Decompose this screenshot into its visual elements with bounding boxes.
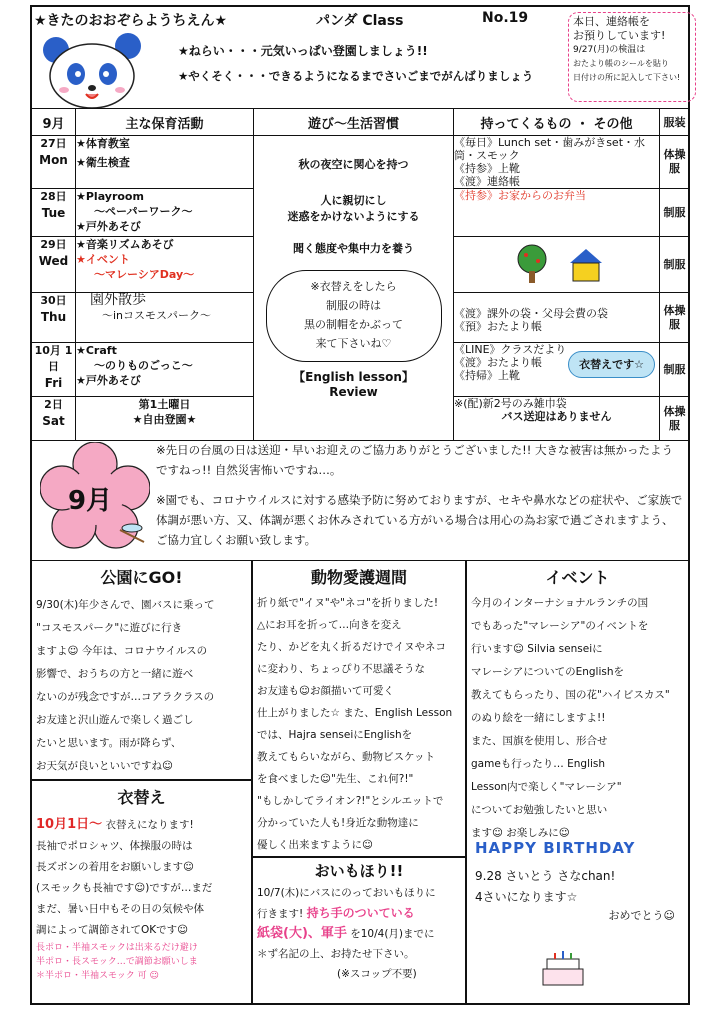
uniform-cell: 制服 <box>660 343 690 397</box>
main-activity-header: 主な保育活動 <box>76 109 254 136</box>
park-body: 9/30(木)年少さんで、園バスに乗って "コスモスパーク"に遊びに行き ますよ☺ 今年は、コロナウイルスの 影響で、おうちの方と一緒に遊べ ないのが残念ですが…コアラクラスの お友達と沢山遊んで楽しく過ごし たいと思います。雨が降らず、 お天気が良いといいですね☺ <box>36 599 215 772</box>
day-cell: 10月 1日 Fri <box>32 343 76 397</box>
english-review: Review <box>329 385 378 399</box>
activity-cell: ★音楽リズムあそび ★イベント 〜マレーシアDay〜 <box>76 237 254 293</box>
oimohori-body: 10/7(木)にバスにのっておいもほりに 行きます! 持ち手のついている 紙袋(大)、軍手 を10/4(月)までに ＊ず名記の上、お持たせ下さい。 (※スコップ不要) <box>257 887 436 980</box>
class-name: パンダ Class <box>316 13 404 29</box>
day-cell: 2日 Sat <box>32 397 76 441</box>
class-promise: ★やくそく・・・できるようになるまでさいごまでがんばりましょう <box>178 69 534 83</box>
uniform-cell: 制服 <box>660 237 690 293</box>
notice-1: ※先日の台風の日は送迎・早いお迎えのご協力ありがとうございました!! 大きな被害は無かったようですねっ!! 自然災害怖いですね…。 <box>156 443 674 477</box>
animal-title: 動物愛護週間 <box>310 568 407 587</box>
activity-cell: ★体育教室 ★衛生検査 <box>76 136 254 189</box>
activity-cell: 第1土曜日 ★自由登園★ <box>76 397 254 441</box>
birthday-age: 4さいになります☆ <box>475 890 578 904</box>
day-cell: 29日 Wed <box>32 237 76 293</box>
day-cell: 28日 Tue <box>32 189 76 237</box>
bring-cell: 《渡》課外の袋・父母会費の袋 《預》おたより帳 <box>454 293 660 343</box>
event-body: 今月のインターナショナルランチの国 でもあった"マレーシア"のイベントを 行います☺ Silvia senseiに マレーシアについてのEnglishを 教えてもらったり、国の花"ハイビスカス" のぬり絵を一緒にしますよ!! また、国旗を使用し、形合せ gameも行ったり… English Lesson内で楽しく"マレーシア" についてお勉強したいと思い ます☺ お楽しみに☺ <box>471 597 670 839</box>
class-aim: ★ねらい・・・元気いっぱい登園しましょう!! <box>178 44 428 58</box>
cloud-note: ※衣替えをしたら 制服の時は 黒の制帽をかぶって 来て下さいね♡ <box>266 270 442 362</box>
animal-body: 折り紙で"イヌ"や"ネコ"を折りました! △にお耳を折って…向きを変え たり、かどを丸く折るだけでイヌやネコ に変わり、ちょっぴり不思議そうな お友達も☺お顔描いて可愛く 仕上がりました☆ また、English Lesson では、Hajra senseiにEnglishを 教えてもらいながら、動物ビスケット を食べました☺"先生、これ何?!" "もしかしてライオン?!"とシルエットで 分かっていた人も!身近な動物達に 優しく出来ますように☺ <box>257 597 453 851</box>
park-section <box>31 560 252 780</box>
koromogae-section <box>31 780 252 1005</box>
bring-header: 持ってくるもの ・ その他 <box>454 109 660 136</box>
birthday-box <box>475 839 675 923</box>
event-title: イベント <box>545 568 610 587</box>
activity-cell: 園外散歩 〜inコスモスパーク〜 <box>76 293 254 343</box>
notice-2: ※園でも、コロナウイルスに対する感染予防に努めておりますが、セキや鼻水などの症状や、ご家族で体調が悪い方、又、体調が悪くお休みされている方がいる場合は用心の為お家で過ごされますよう、ご協力宜しくお願い致します。 <box>156 493 683 547</box>
tree-house-illustration <box>454 237 660 289</box>
uniform-header: 服装 <box>660 109 690 136</box>
birthday-name: 9.28 さいとう さなchan! <box>475 869 616 883</box>
animal-section <box>252 560 466 857</box>
day-cell: 30日 Thu <box>32 293 76 343</box>
panda-logo <box>36 32 148 110</box>
bring-cell: ※(配)新2号のみ雑巾袋 バス送迎はありません <box>454 397 660 441</box>
note-line: お預りしています! <box>573 29 666 42</box>
koromogae-title: 衣替え <box>117 788 166 807</box>
koromogae-bubble: 衣替えです☆ <box>568 351 655 378</box>
habits-cell: 秋の夜空に関心を持つ 人に親切にし 迷惑をかけないようにする 聞く態度や集中力を養う ※衣替えをしたら 制服の時は 黒の制帽をかぶって 来て下さいね♡ 【English lesson】 Review <box>254 136 454 441</box>
oimohori-title: おいもほり!! <box>314 862 404 880</box>
uniform-cell: 体操服 <box>660 397 690 441</box>
september-label: 9月 <box>68 486 113 516</box>
activity-cell: ★Craft 〜のりものごっこ〜 ★戸外あそび <box>76 343 254 397</box>
park-title: 公園にGO! <box>100 568 183 587</box>
birthday-cake-icon <box>533 949 593 989</box>
note-line: 本日、連絡帳を <box>573 15 650 28</box>
bring-cell: 《持参》お家からのお弁当 <box>454 189 660 237</box>
note-line: 9/27(月)の検温は <box>573 45 646 55</box>
birthday-banner: HAPPY BIRTHDAY <box>475 839 636 857</box>
bring-cell <box>454 237 660 293</box>
contact-note <box>568 12 696 102</box>
oimohori-section <box>252 857 466 1005</box>
issue-number: No.19 <box>482 10 529 26</box>
koromogae-body: 10月1日〜 衣替えになります! 長袖でポロシャツ、体操服の時は 長ズボンの着用をお願いします☺ (スモックも長袖です☺)ですが…まだ まだ、暑い日中もその日の気候や体 調によって調節されてOKです☺ 長ポロ・半袖スモックは出来るだけ避け 半ポロ・長スモック…で調節お願いしま ＊半ポロ・半袖スモック 可 ☺ <box>36 817 213 981</box>
uniform-cell: 制服 <box>660 189 690 237</box>
play-header: 遊び〜生活習慣 <box>254 109 454 136</box>
note-line: 日付けの所に記入して下さい! <box>573 73 681 82</box>
uniform-cell: 体操服 <box>660 293 690 343</box>
day-cell: 27日 Mon <box>32 136 76 189</box>
september-flower-badge <box>40 442 150 552</box>
school-name: ★きたのおおぞらようちえん★ <box>34 13 228 29</box>
english-lesson: 【English lesson】 <box>293 370 414 384</box>
activity-cell: ★Playroom 〜ペーパーワーク〜 ★戸外あそび <box>76 189 254 237</box>
weekly-schedule <box>31 108 689 433</box>
event-section <box>466 560 689 1005</box>
note-line: おたより帳のシールを貼り <box>573 59 669 68</box>
uniform-cell: 体操服 <box>660 136 690 189</box>
bring-cell: 《LINE》クラスだより 《渡》おたより帳 《持帰》上靴 衣替えです☆ <box>454 343 660 397</box>
birthday-congrats: おめでとう☺ <box>608 909 675 922</box>
bring-cell: 《毎日》Lunch set・歯みがきset・水筒・スモック 《持参》上靴 《渡》連絡帳 <box>454 136 660 189</box>
month-header: 9月 <box>32 109 76 136</box>
